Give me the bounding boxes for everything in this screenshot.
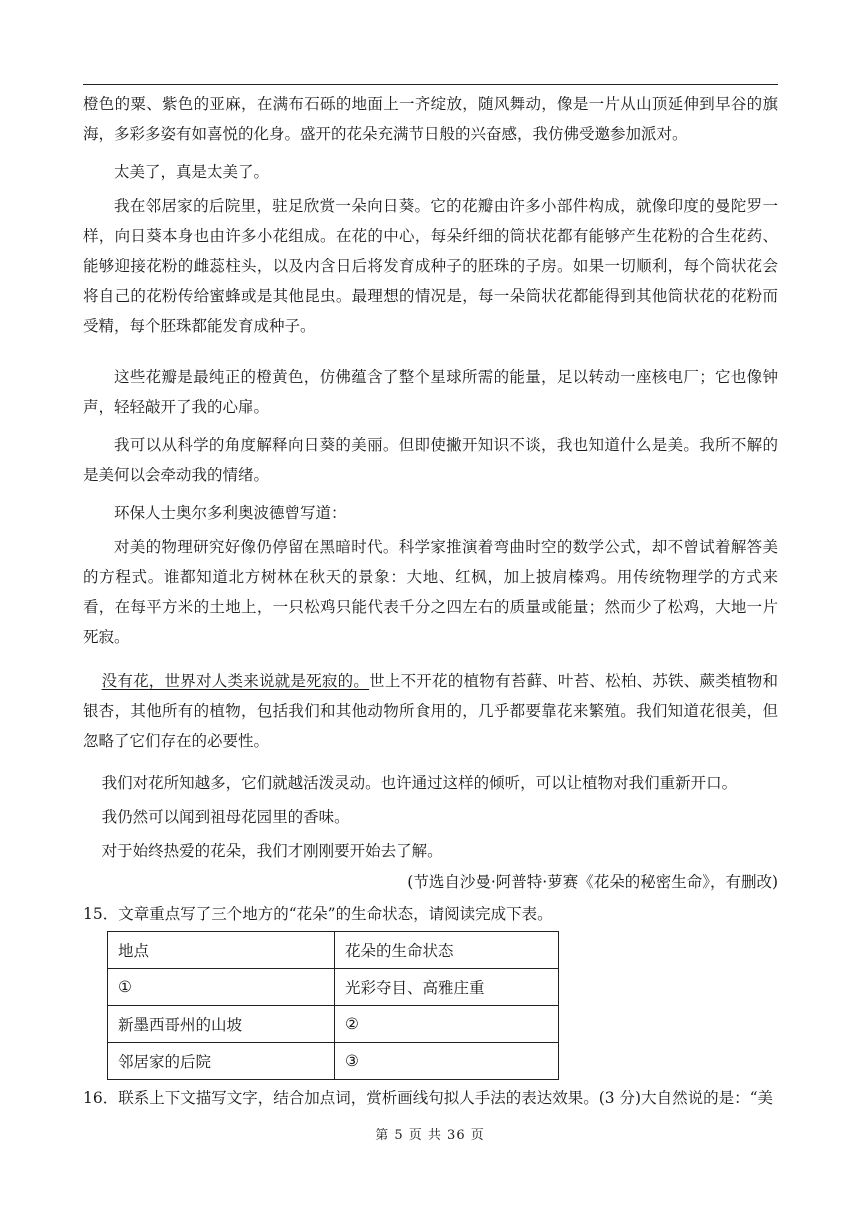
paragraph-9: 我们对花所知越多，它们就越活泼灵动。也许通过这样的倾听，可以让植物对我们重新开口。 bbox=[101, 774, 738, 792]
table-row bbox=[108, 1006, 559, 1043]
paragraph-6: 环保人士奥尔多利奥波德曾写道： bbox=[114, 504, 347, 522]
table-row bbox=[108, 1043, 559, 1080]
paragraph-8 bbox=[83, 666, 778, 756]
underlined-sentence: 没有花，世界对人类来说就是死寂的。 bbox=[101, 672, 370, 690]
table-cell: ③ bbox=[335, 1043, 559, 1080]
table-cell: 新墨西哥州的山坡 bbox=[108, 1006, 335, 1043]
table-header-row bbox=[108, 932, 559, 969]
answer-table bbox=[107, 931, 559, 1080]
paragraph-5: 我可以从科学的角度解释向日葵的美丽。但即使撇开知识不谈，我也知道什么是美。我所不解的是美何以会牵动我的情绪。 bbox=[83, 436, 778, 484]
paragraph-7: 对美的物理研究好像仍停留在黑暗时代。科学家推演着弯曲时空的数学公式，却不曾试着解答美的方程式。谁都知道北方树林在秋天的景象：大地、红枫，加上披肩榛鸡。用传统物理学的方式来看，在每平方米的土地上，一只松鸡只能代表千分之四左右的质量或能量；然而少了松鸡，大地一片死寂。 bbox=[83, 538, 778, 646]
paragraph-11: 对于始终热爱的花朵，我们才刚刚要开始去了解。 bbox=[101, 842, 443, 860]
table-cell: ① bbox=[108, 969, 335, 1006]
top-rule bbox=[83, 84, 778, 85]
source-citation: (节选自沙曼·阿普特·萝赛《花朵的秘密生命》，有删改) bbox=[407, 873, 778, 891]
paragraph-10: 我仍然可以闻到祖母花园里的香味。 bbox=[101, 808, 350, 826]
question-15: 15．文章重点写了三个地方的“花朵”的生命状态，请阅读完成下表。 bbox=[83, 905, 553, 923]
table-cell: ② bbox=[335, 1006, 559, 1043]
page-footer: 第 5 页 共 36 页 bbox=[375, 1128, 485, 1143]
paragraph-1: 橙色的粟、紫色的亚麻，在满布石砾的地面上一齐绽放，随风舞动，像是一片从山顶延伸到早谷的旗海，多彩多姿有如喜悦的化身。盛开的花朵充满节日般的兴奋感，我仿佛受邀参加派对。 bbox=[83, 95, 778, 143]
header-state: 花朵的生命状态 bbox=[335, 932, 559, 969]
paragraph-4: 这些花瓣是最纯正的橙黄色，仿佛蕴含了整个星球所需的能量，足以转动一座核电厂；它也像钟声，轻轻敲开了我的心扉。 bbox=[83, 368, 778, 416]
paragraph-8-rest: 世上不开花的植物有苔藓、叶苔、松柏、苏铁、蕨类植物和银杏，其他所有的植物，包括我们和其他动物所食用的，几乎都要靠花来繁殖。我们知道花很美，但忽略了它们存在的必要性。 bbox=[83, 672, 778, 750]
table-row bbox=[108, 969, 559, 1006]
table-cell: 邻居家的后院 bbox=[108, 1043, 335, 1080]
header-location: 地点 bbox=[108, 932, 335, 969]
paragraph-2: 太美了，真是太美了。 bbox=[114, 163, 270, 181]
table-cell: 光彩夺目、高雅庄重 bbox=[335, 969, 559, 1006]
paragraph-3: 我在邻居家的后院里，驻足欣赏一朵向日葵。它的花瓣由许多小部件构成，就像印度的曼陀罗一样，向日葵本身也由许多小花组成。在花的中心，每朵纤细的筒状花都有能够产生花粉的合生花药、能够迎接花粉的雌蕊柱头，以及内含日后将发育成种子的胚珠的子房。如果一切顺利，每个筒状花会将自己的花粉传给蜜蜂或是其他昆虫。最理想的情况是，每一朵筒状花都能得到其他筒状花的花粉而受精，每个胚珠都能发育成种子。 bbox=[83, 197, 778, 335]
question-16: 16．联系上下文描写文字，结合加点词，赏析画线句拟人手法的表达效果。(3 分)大自然说的是：“美 bbox=[83, 1089, 774, 1107]
